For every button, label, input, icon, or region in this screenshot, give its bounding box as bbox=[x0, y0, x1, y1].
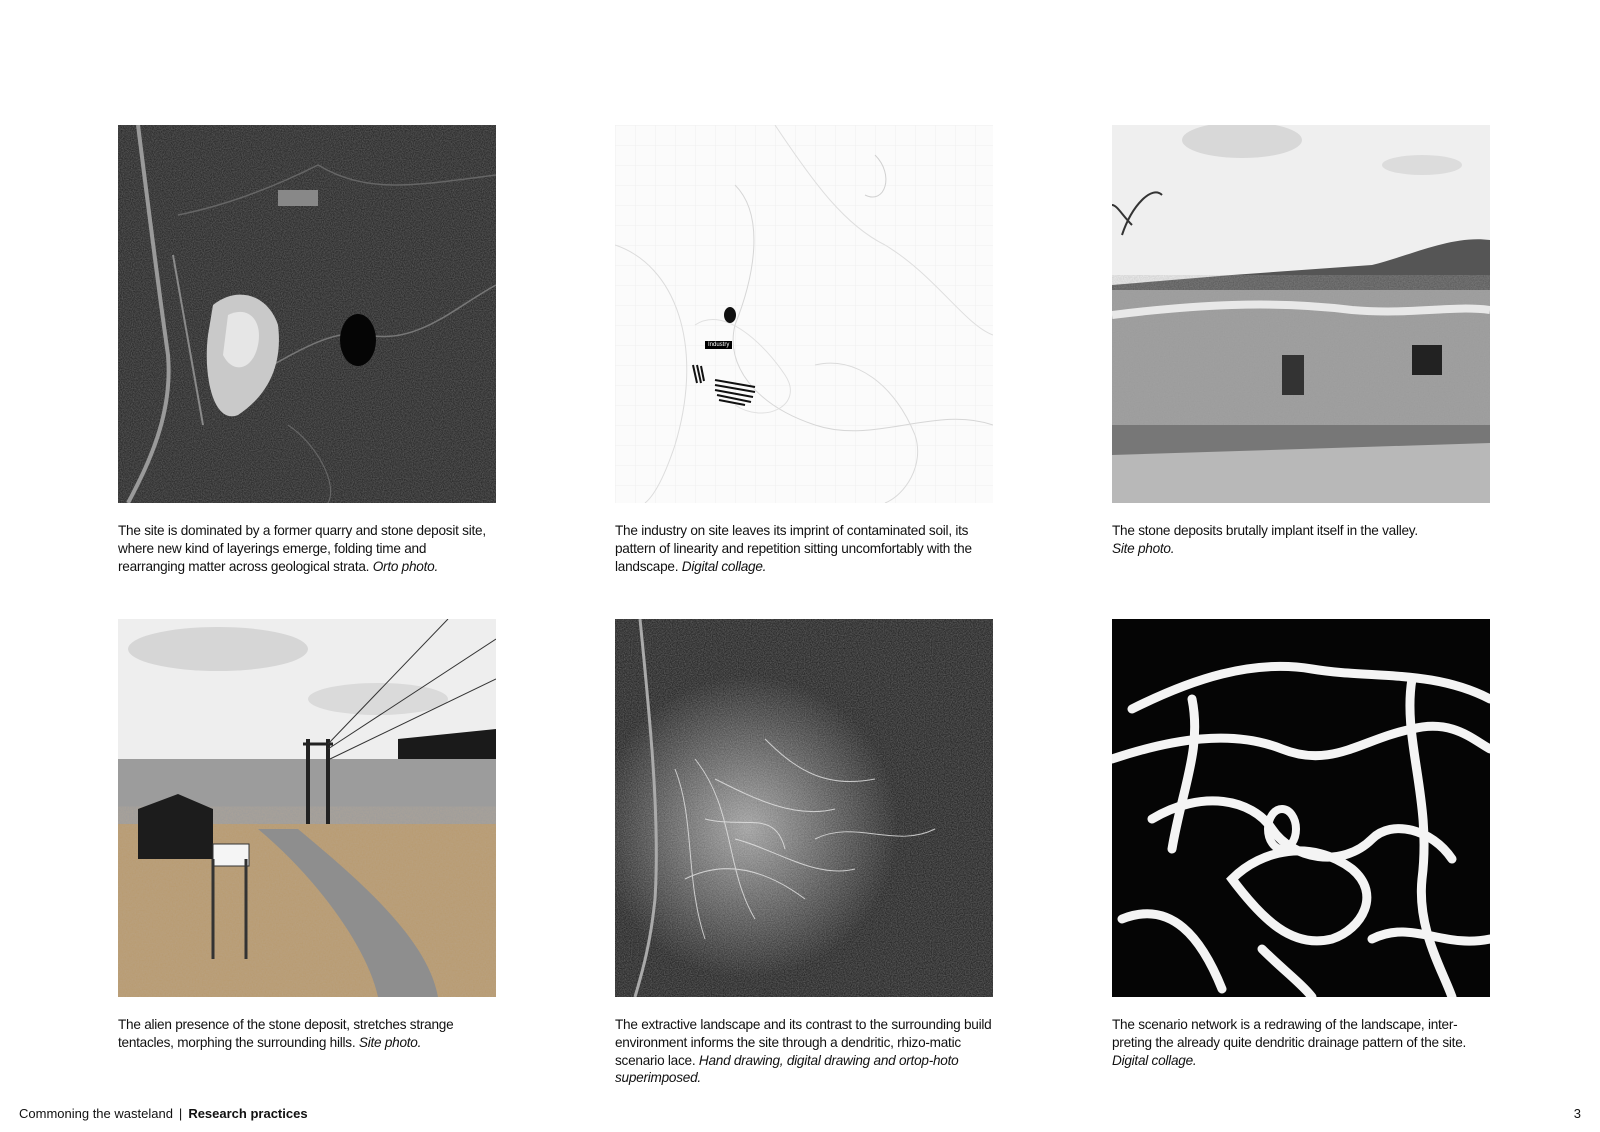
caption: The stone deposits brutally implant itself in the valley. Site photo. bbox=[1112, 523, 1418, 556]
road-photo bbox=[118, 619, 496, 997]
panel-road-photo bbox=[118, 619, 496, 1052]
caption: The industry on site leaves its imprint of contaminated soil, its pattern of linearity and repetition sitting uncomfortably with the landscape. Digital collage. bbox=[615, 523, 972, 574]
footer-section: Research practices bbox=[188, 1106, 308, 1121]
industry-collage-image bbox=[615, 125, 993, 503]
page-number: 3 bbox=[1573, 1106, 1581, 1121]
stone-deposit-photo bbox=[1112, 125, 1490, 503]
panel-orthophoto bbox=[118, 125, 496, 575]
caption: The extractive landscape and its contrast to the surrounding build environment informs the site through a dendritic, rhizo-matic scenario lace. Hand drawing, digital drawing and ortop-hoto superimposed. bbox=[615, 1017, 992, 1086]
panel-scenario-network bbox=[1112, 619, 1490, 1069]
map-label-industry: Industry bbox=[705, 341, 732, 349]
caption: The alien presence of the stone deposit, stretches strange tentacles, morphing the surrounding hills. Site photo. bbox=[118, 1017, 454, 1050]
caption: The site is dominated by a former quarry and stone deposit site, where new kind of layerings emerge, folding time and rearranging matter across geological strata. Orto photo. bbox=[118, 523, 486, 574]
panel-superimposed-drawing bbox=[615, 619, 993, 1087]
panel-stone-deposit-photo bbox=[1112, 125, 1490, 558]
superimposed-drawing-image bbox=[615, 619, 993, 997]
footer-title: Commoning the wasteland bbox=[19, 1106, 173, 1121]
footer-separator: | bbox=[178, 1106, 183, 1121]
footer bbox=[19, 1106, 308, 1121]
panel-industry-collage bbox=[615, 125, 993, 575]
orthophoto-image bbox=[118, 125, 496, 503]
caption: The scenario network is a redrawing of the landscape, inter-preting the already quite dendritic drainage pattern of the site. Digital collage. bbox=[1112, 1017, 1467, 1068]
scenario-network-image bbox=[1112, 619, 1490, 997]
